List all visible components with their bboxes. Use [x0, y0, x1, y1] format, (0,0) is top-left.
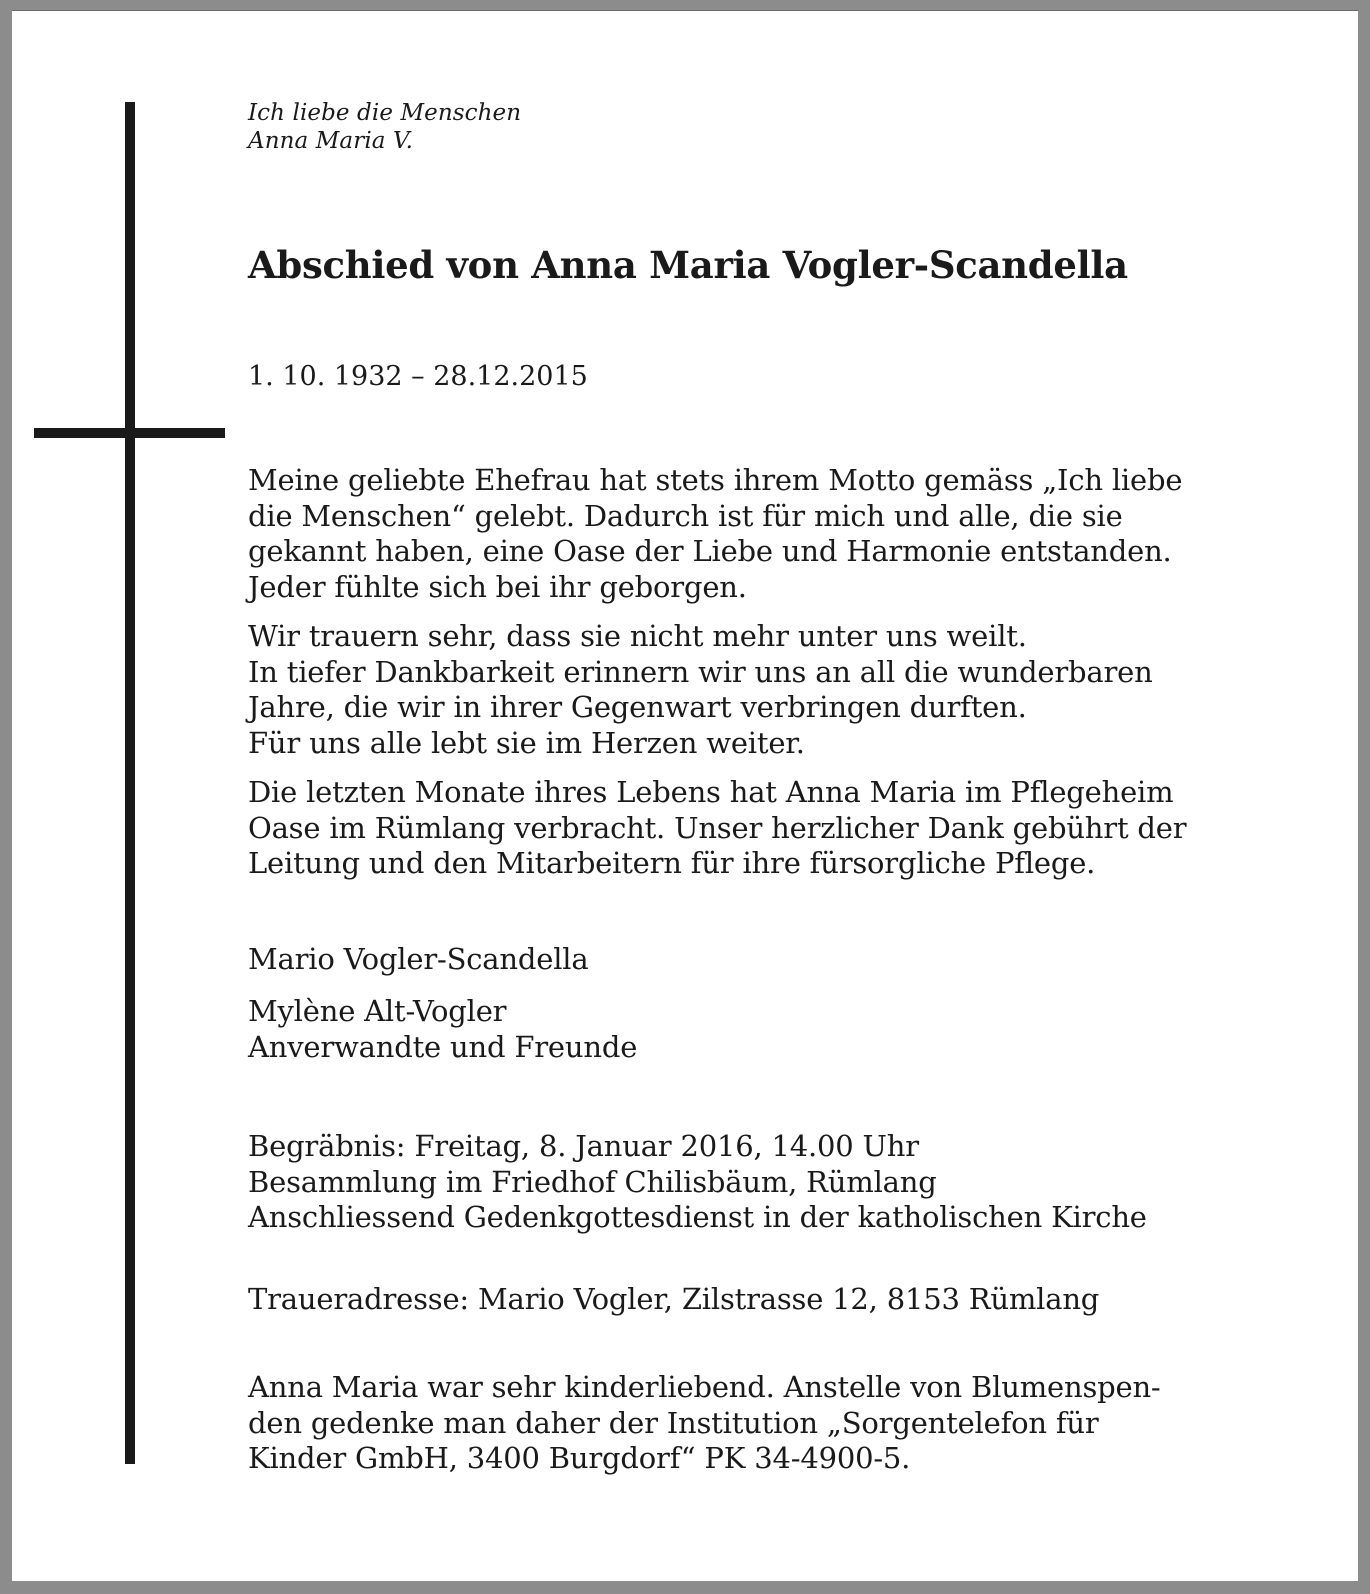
- life-dates: 1. 10. 1932 – 28.12.2015: [248, 361, 588, 392]
- text-line: Die letzten Monate ihres Lebens hat Anna Maria im Pflegeheim: [248, 775, 1174, 809]
- motto-quote: [248, 99, 521, 155]
- text-line: Jahre, die wir in ihrer Gegenwart verbringen durften.: [248, 690, 1027, 724]
- text-line: Meine geliebte Ehefrau hat stets ihrem Motto gemäss „Ich liebe: [248, 463, 1183, 497]
- paragraph-thanks: [248, 775, 1248, 882]
- cross-horizontal-bar: [34, 428, 225, 438]
- cross-vertical-bar: [125, 102, 135, 1464]
- paragraph-tribute: [248, 463, 1248, 605]
- text-line: den gedenke man daher der Institution „Sorgentelefon für: [248, 1405, 1099, 1440]
- address-line: Traueradresse: Mario Vogler, Zilstrasse 12, 8153 Rümlang: [248, 1282, 1100, 1316]
- text-line: Jeder fühlte sich bei ihr geborgen.: [248, 569, 747, 604]
- mourning-address: [248, 1282, 1248, 1318]
- text-line: Leitung und den Mitarbeitern für ihre fürsorgliche Pflege.: [248, 846, 1096, 880]
- motto-line: Ich liebe die Menschen: [248, 100, 522, 126]
- obituary-title: Abschied von Anna Maria Vogler-Scandella: [248, 243, 1128, 287]
- signatory-primary: [248, 942, 1248, 978]
- paragraph-mourning: [248, 619, 1248, 761]
- text-line: Oase im Rümlang verbracht. Unser herzlicher Dank gebührt der: [248, 810, 1187, 845]
- funeral-details: [248, 1129, 1248, 1236]
- text-line: Für uns alle lebt sie im Herzen weiter.: [248, 725, 805, 760]
- text-line: gekannt haben, eine Oase der Liebe und Harmonie entstanden.: [248, 534, 1172, 568]
- text-line: Wir trauern sehr, dass sie nicht mehr unter uns weilt.: [248, 619, 1027, 653]
- obituary-page: [12, 10, 1358, 1581]
- text-line: die Menschen“ gelebt. Dadurch ist für mich und alle, die sie: [248, 498, 1123, 533]
- funeral-line: Besammlung im Friedhof Chilisbäum, Rümlang: [248, 1164, 937, 1199]
- text-line: Anna Maria war sehr kinderliebend. Anstelle von Blumenspen-: [248, 1370, 1161, 1404]
- signatory-name: Mario Vogler-Scandella: [248, 942, 589, 976]
- signatory-others: [248, 994, 1248, 1065]
- funeral-line: Begräbnis: Freitag, 8. Januar 2016, 14.00 Uhr: [248, 1129, 919, 1163]
- signatory-name: Anverwandte und Freunde: [248, 1029, 638, 1064]
- signatory-name: Mylène Alt-Vogler: [248, 994, 507, 1028]
- motto-attribution: Anna Maria V.: [248, 128, 414, 154]
- donation-note: [248, 1370, 1248, 1477]
- text-line: In tiefer Dankbarkeit erinnern wir uns an all die wunderbaren: [248, 654, 1153, 689]
- funeral-line: Anschliessend Gedenkgottesdienst in der katholischen Kirche: [248, 1200, 1147, 1234]
- text-line: Kinder GmbH, 3400 Burgdorf“ PK 34-4900-5.: [248, 1441, 911, 1475]
